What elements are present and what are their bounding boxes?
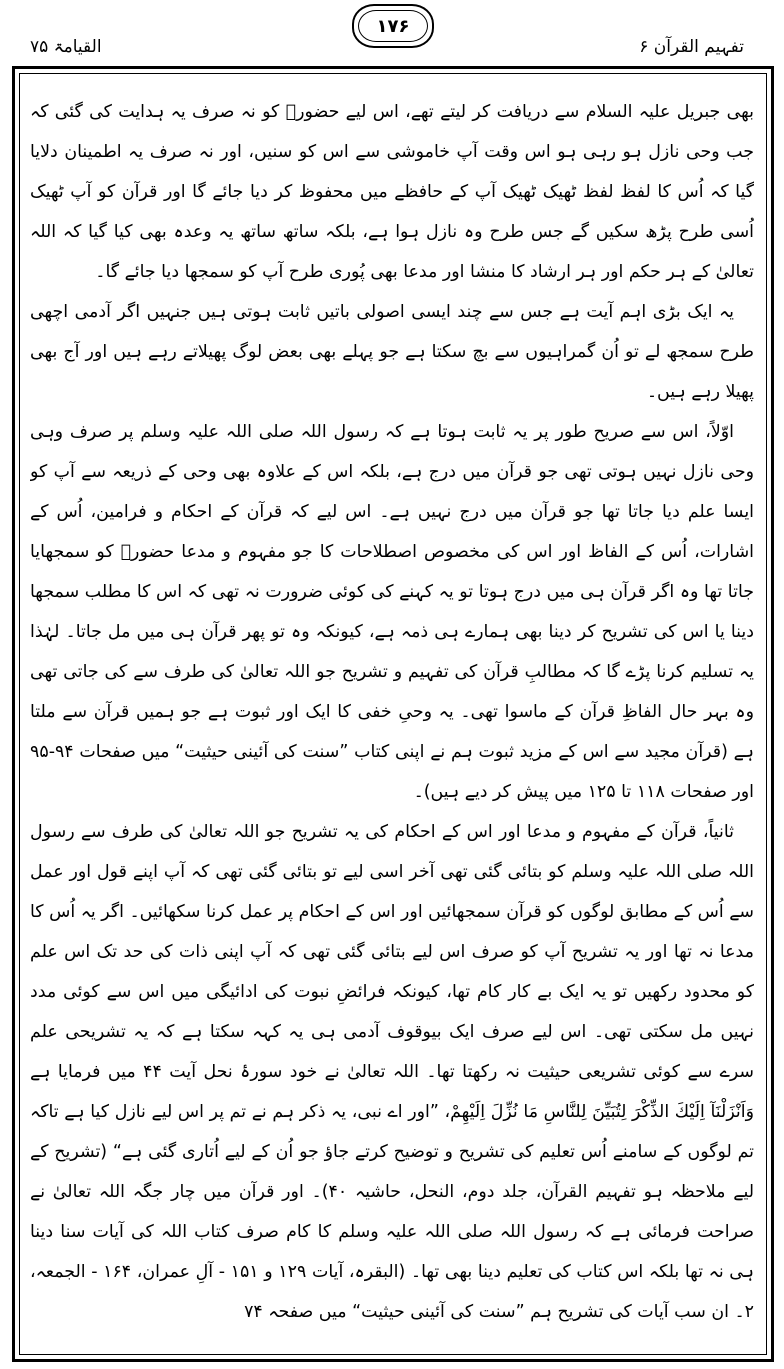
page-number-frame: [352, 4, 434, 48]
page-header: [0, 0, 784, 62]
paragraph: یہ ایک بڑی اہم آیت ہے جس سے چند ایسی اصولی باتیں ثابت ہوتی ہیں جنہیں اگر آدمی اچھی طرح سمجھ لے تو اُن گمراہیوں سے بچ سکتا ہے جو پہلے بھی بعض لوگ پھیلاتے رہے ہیں اور آج بھی پھیلا رہے ہیں۔: [30, 302, 754, 402]
page-body: [30, 92, 754, 1354]
paragraph: اوّلاً، اس سے صریح طور پر یہ ثابت ہوتا ہے کہ رسول اللہ صلی اللہ علیہ وسلم پر صرف وہی وحی نازل نہیں ہوتی تھی جو قرآن میں درج ہے، بلکہ اس کے علاوہ بھی وحی کے ذریعہ سے آپ کو ایسا علم دیا جاتا تھا جو قرآن میں درج نہیں ہے۔ اس لیے کہ قرآن کے احکام و فرامین، اُس کے اشارات، اُس کے الفاظ اور اس کی مخصوص اصطلاحات کا جو مفہوم و مدعا حضورؐ کو سمجھایا جاتا تھا وہ اگر قرآن ہی میں درج ہوتا تو یہ کہنے کی کوئی ضرورت نہ تھی کہ اس کا مطلب سمجھا دینا یا اس کی تشریح کر دینا بھی ہمارے ہی ذمہ ہے، کیونکہ وہ تو پھر قرآن ہی میں مل جاتا۔ لہٰذا یہ تسلیم کرنا پڑے گا کہ مطالبِ قرآن کی تفہیم و تشریح جو اللہ تعالیٰ کی طرف سے کی جاتی تھی وہ بہر حال الفاظِ قرآن کے ماسوا تھی۔ یہ وحیِ خفی کا ایک اور ثبوت ہے جو ہمیں قرآن سے ملتا ہے (قرآن مجید سے اس کے مزید ثبوت ہم نے اپنی کتاب ”سنت کی آئینی حیثیت“ میں صفحات ۹۴-۹۵ اور صفحات ۱۱۸ تا ۱۲۵ میں پیش کر دیے ہیں)۔: [30, 422, 754, 802]
book-title: تفہیم القرآن ۶: [639, 37, 744, 57]
paragraph: بھی جبریل علیہ السلام سے دریافت کر لیتے تھے، اس لیے حضورؐ کو نہ صرف یہ ہدایت کی گئی کہ جب وحی نازل ہو رہی ہو اس وقت آپ خاموشی سے اس کو سنیں، اور نہ صرف یہ اطمینان دلایا گیا کہ اُس کا لفظ لفظ ٹھیک ٹھیک آپ کے حافظے میں محفوظ کر دیا جائے گا اور قرآن کو آپ ٹھیک اُسی طرح پڑھ سکیں گے جس طرح وہ نازل ہوا ہے، بلکہ ساتھ ساتھ یہ وعدہ بھی کیا گیا کہ اللہ تعالیٰ کے ہر حکم اور ہر ارشاد کا منشا اور مدعا بھی پُوری طرح آپ کو سمجھا دیا جائے گا۔: [30, 102, 754, 282]
paragraph: ثانیاً، قرآن کے مفہوم و مدعا اور اس کے احکام کی یہ تشریح جو اللہ تعالیٰ کی طرف سے رسول اللہ صلی اللہ علیہ وسلم کو بتائی گئی تھی آخر اسی لیے تو بتائی گئی تھی کہ آپ اپنے قول اور عمل سے اُس کے مطابق لوگوں کو قرآن سمجھائیں اور اس کے احکام پر عمل کرنا سکھائیں۔ اگر یہ اُس کا مدعا نہ تھا اور یہ تشریح آپ کو صرف اس لیے بتائی گئی تھی کہ آپ اپنی ذات کی حد تک اس علم کو محدود رکھیں تو یہ ایک بے کار کام تھا، کیونکہ فرائضِ نبوت کی ادائیگی میں اس سے کوئی مدد نہیں مل سکتی تھی۔ اس لیے صرف ایک بیوقوف آدمی ہی یہ کہہ سکتا ہے کہ یہ تشریحی علم سرے سے کوئی تشریعی حیثیت نہ رکھتا تھا۔ اللہ تعالیٰ نے خود سورۂ نحل آیت ۴۴ میں فرمایا ہے وَاَنْزَلْنَآ اِلَيْكَ الذِّكْرَ لِتُبَيِّنَ لِلنَّاسِ مَا نُزِّلَ اِلَيْهِمْ، ”اور اے نبی، یہ ذکر ہم نے تم پر اس لیے نازل کیا ہے تاکہ تم لوگوں کے سامنے اُس تعلیم کی تشریح و توضیح کرتے جاؤ جو اُن کے لیے اُتاری گئی ہے“ (تشریح کے لیے ملاحظہ ہو تفہیم القرآن، جلد دوم، النحل، حاشیہ ۴۰)۔ اور قرآن میں چار جگہ اللہ تعالیٰ نے صراحت فرمائی ہے کہ رسول اللہ صلی اللہ علیہ وسلم کا کام صرف کتاب اللہ کی آیات سنا دینا ہی نہ تھا بلکہ اس کتاب کی تعلیم دینا بھی تھا۔ (البقرہ، آیات ۱۲۹ و ۱۵۱ - آلِ عمران، ۱۶۴ - الجمعہ، ۲۔ ان سب آیات کی تشریح ہم ”سنت کی آئینی حیثیت“ میں صفحہ ۷۴: [30, 822, 754, 1322]
page-number: ۱۷۶: [376, 15, 410, 37]
surah-name: القیامۃ ۷۵: [30, 37, 102, 57]
